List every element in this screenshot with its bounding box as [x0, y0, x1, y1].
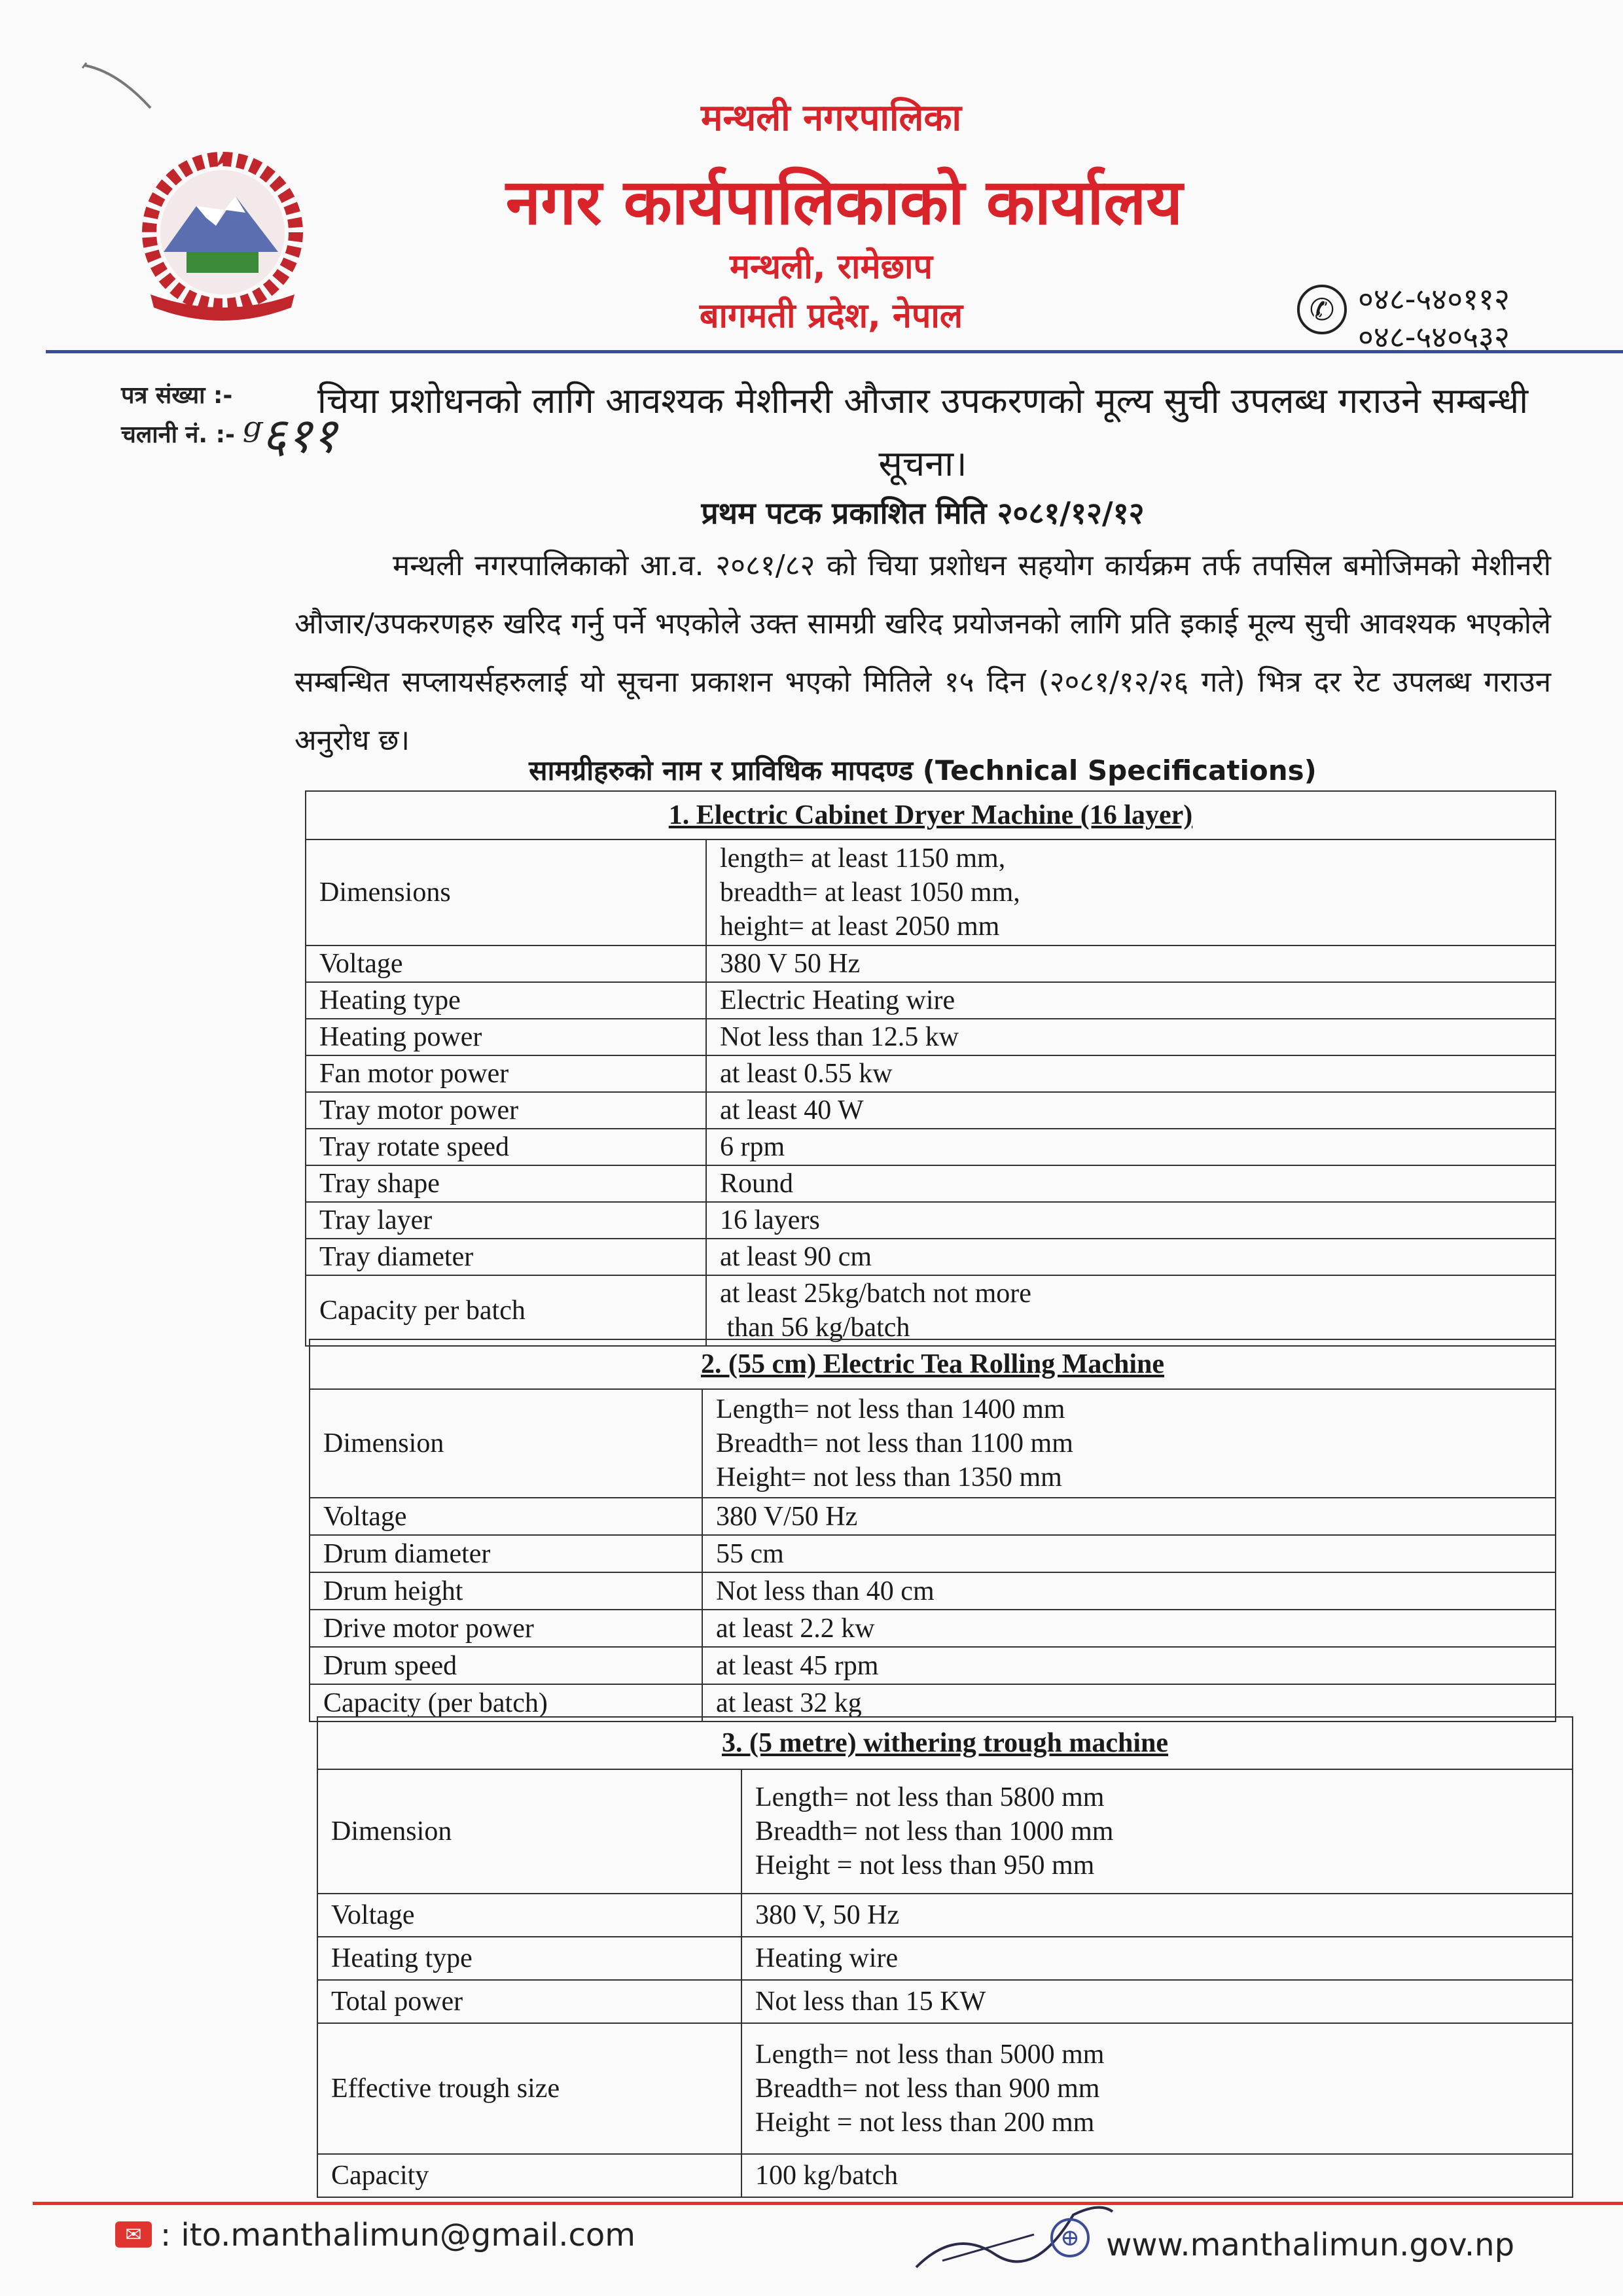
spec-value-line: Height = not less than 950 mm	[755, 1850, 1095, 1881]
spec-value-line: Breadth= not less than 1100 mm	[716, 1428, 1073, 1458]
table-title: 3. (5 metre) withering trough machine	[317, 1717, 1573, 1769]
table-row	[306, 1129, 1556, 1165]
phone-number-2: ०४८-५४०५३२	[1358, 319, 1510, 355]
footer-divider	[33, 2202, 1623, 2205]
spec-label: Tray layer	[306, 1202, 706, 1239]
spec-value: 380 V, 50 Hz	[741, 1894, 1573, 1937]
spec-label: Voltage	[310, 1498, 702, 1535]
spec-label: Drive motor power	[310, 1610, 702, 1647]
spec-value: Not less than 40 cm	[702, 1572, 1556, 1610]
spec-label: Total power	[317, 1980, 741, 2023]
spec-value: at least 0.55 kw	[706, 1055, 1556, 1092]
spec-value: at least 90 cm	[706, 1239, 1556, 1275]
municipality-name: मन्थली नगरपालिका	[700, 97, 961, 139]
spec-value: at least 45 rpm	[702, 1647, 1556, 1684]
spec-value: at least 32 kg	[702, 1684, 1556, 1722]
spec-label: Drum diameter	[310, 1535, 702, 1572]
spec-value-line: length= at least 1150 mm,	[720, 843, 1006, 874]
spec-value	[706, 839, 1556, 945]
spec-label: Capacity (per batch)	[310, 1684, 702, 1722]
spec-table-tea-rolling	[309, 1339, 1556, 1722]
table-row	[310, 1389, 1556, 1498]
mail-icon: ✉	[115, 2221, 152, 2248]
table-title: 2. (55 cm) Electric Tea Rolling Machine	[310, 1339, 1556, 1389]
table-row	[317, 1937, 1573, 1980]
office-district: मन्थली, रामेछाप	[729, 247, 933, 287]
spec-label: Dimension	[310, 1389, 702, 1498]
table-title: 1. Electric Cabinet Dryer Machine (16 layer)	[306, 791, 1556, 839]
spec-value: 16 layers	[706, 1202, 1556, 1239]
spec-value: Electric Heating wire	[706, 982, 1556, 1019]
spec-value	[741, 1769, 1573, 1894]
spec-label: Heating power	[306, 1019, 706, 1055]
spec-value-line: Height= not less than 1350 mm	[716, 1462, 1062, 1492]
table-row	[306, 839, 1556, 945]
published-date: प्रथम पटक प्रकाशित मिति २०८१/१२/१२	[701, 495, 1145, 531]
dispatch-number-handwritten: ᵍ६११	[242, 408, 338, 464]
table-row	[310, 1647, 1556, 1684]
table-row	[306, 1202, 1556, 1239]
spec-label: Capacity per batch	[306, 1275, 706, 1346]
table-row	[306, 945, 1556, 982]
header-divider	[46, 350, 1623, 353]
spec-value: Heating wire	[741, 1937, 1573, 1980]
table-row	[306, 982, 1556, 1019]
spec-value: Not less than 12.5 kw	[706, 1019, 1556, 1055]
spec-label: Capacity	[317, 2154, 741, 2197]
phone-number-1: ०४८-५४०११२	[1358, 281, 1510, 317]
table-row	[306, 1239, 1556, 1275]
spec-value: Round	[706, 1165, 1556, 1202]
spec-value	[702, 1389, 1556, 1498]
table-row	[306, 1275, 1556, 1346]
notice-body: मन्थली नगरपालिकाको आ.व. २०८१/८२ को चिया प्रशोधन सहयोग कार्यक्रम तर्फ तपसिल बमोजिमको मेशीनरी औजार/उपकरणहरु खरिद गर्नु पर्ने भएकोले उक्त सामग्री खरिद प्रयोजनको लागि प्रति इकाई मूल्य सुची आवश्यक भएकोले सम्बन्धित सप्लायर्सहरुलाई यो सूचना प्रकाशन भएको मितिले १५ दिन (२०८१/१२/२६ गते) भित्र दर रेट उपलब्ध गराउन अनुरोध छ।	[294, 549, 1551, 757]
table-row	[310, 1572, 1556, 1610]
spec-table-withering-trough	[317, 1716, 1573, 2198]
spec-label: Voltage	[317, 1894, 741, 1937]
spec-value-line: Breadth= not less than 1000 mm	[755, 1816, 1114, 1846]
spec-label: Fan motor power	[306, 1055, 706, 1092]
footer-email[interactable]: : ito.manthalimun@gmail.com	[160, 2217, 635, 2253]
table-row	[306, 1055, 1556, 1092]
phone-icon: ✆	[1297, 285, 1347, 334]
spec-label: Tray rotate speed	[306, 1129, 706, 1165]
spec-value-line: breadth= at least 1050 mm,	[720, 877, 1020, 908]
table-row	[310, 1535, 1556, 1572]
spec-value-line: Length= not less than 5000 mm	[755, 2040, 1105, 2070]
office-name: नगर कार्यपालिकाको कार्यालय	[505, 166, 1183, 239]
table-row	[306, 1092, 1556, 1129]
spec-value-line: Length= not less than 1400 mm	[716, 1394, 1065, 1424]
spec-label: Heating type	[317, 1937, 741, 1980]
spec-value: 6 rpm	[706, 1129, 1556, 1165]
table-row	[317, 1980, 1573, 2023]
spec-value	[741, 2023, 1573, 2154]
table-row	[317, 2023, 1573, 2154]
spec-value: 100 kg/batch	[741, 2154, 1573, 2197]
spec-value-line: Breadth= not less than 900 mm	[755, 2074, 1100, 2104]
spec-value: Not less than 15 KW	[741, 1980, 1573, 2023]
dispatch-number-label: चलानी नं. :-	[121, 421, 235, 448]
table-row	[306, 1019, 1556, 1055]
spec-heading: सामग्रीहरुको नाम र प्राविधिक मापदण्ड (Technical Specifications)	[529, 754, 1317, 786]
spec-value-line: at least 25kg/batch not more	[720, 1279, 1031, 1309]
spec-label: Drum height	[310, 1572, 702, 1610]
staple-mark	[79, 59, 164, 118]
spec-value: at least 2.2 kw	[702, 1610, 1556, 1647]
table-row	[310, 1498, 1556, 1535]
spec-label: Heating type	[306, 982, 706, 1019]
notice-title: चिया प्रशोधनको लागि आवश्यक मेशीनरी औजार उपकरणको मूल्य सुची उपलब्ध गराउने सम्बन्धी सूचना।	[317, 380, 1529, 484]
spec-label: Dimension	[317, 1769, 741, 1894]
nepal-emblem-icon	[124, 147, 321, 324]
footer-website[interactable]: www.manthalimun.gov.np	[1106, 2227, 1515, 2263]
spec-label: Effective trough size	[317, 2023, 741, 2154]
spec-value	[706, 1275, 1556, 1346]
spec-value-line: Height = not less than 200 mm	[755, 2108, 1095, 2138]
globe-icon: ⊕	[1050, 2218, 1090, 2257]
spec-table-cabinet-dryer	[305, 790, 1556, 1347]
spec-value: 380 V 50 Hz	[706, 945, 1556, 982]
table-row	[306, 1165, 1556, 1202]
letter-number-label: पत्र संख्या :-	[121, 382, 233, 409]
spec-label: Tray motor power	[306, 1092, 706, 1129]
spec-value-line: than 56 kg/batch	[720, 1313, 910, 1343]
spec-value: 380 V/50 Hz	[702, 1498, 1556, 1535]
spec-label: Tray shape	[306, 1165, 706, 1202]
spec-value: at least 40 W	[706, 1092, 1556, 1129]
spec-label: Drum speed	[310, 1647, 702, 1684]
spec-label: Tray diameter	[306, 1239, 706, 1275]
spec-value: 55 cm	[702, 1535, 1556, 1572]
table-row	[317, 1894, 1573, 1937]
table-row	[317, 1769, 1573, 1894]
table-row	[310, 1610, 1556, 1647]
spec-value-line: height= at least 2050 mm	[720, 911, 1000, 942]
spec-label: Voltage	[306, 945, 706, 982]
spec-label: Dimensions	[306, 839, 706, 945]
spec-value-line: Length= not less than 5800 mm	[755, 1782, 1105, 1812]
office-province: बागमती प्रदेश, नेपाल	[699, 296, 963, 336]
